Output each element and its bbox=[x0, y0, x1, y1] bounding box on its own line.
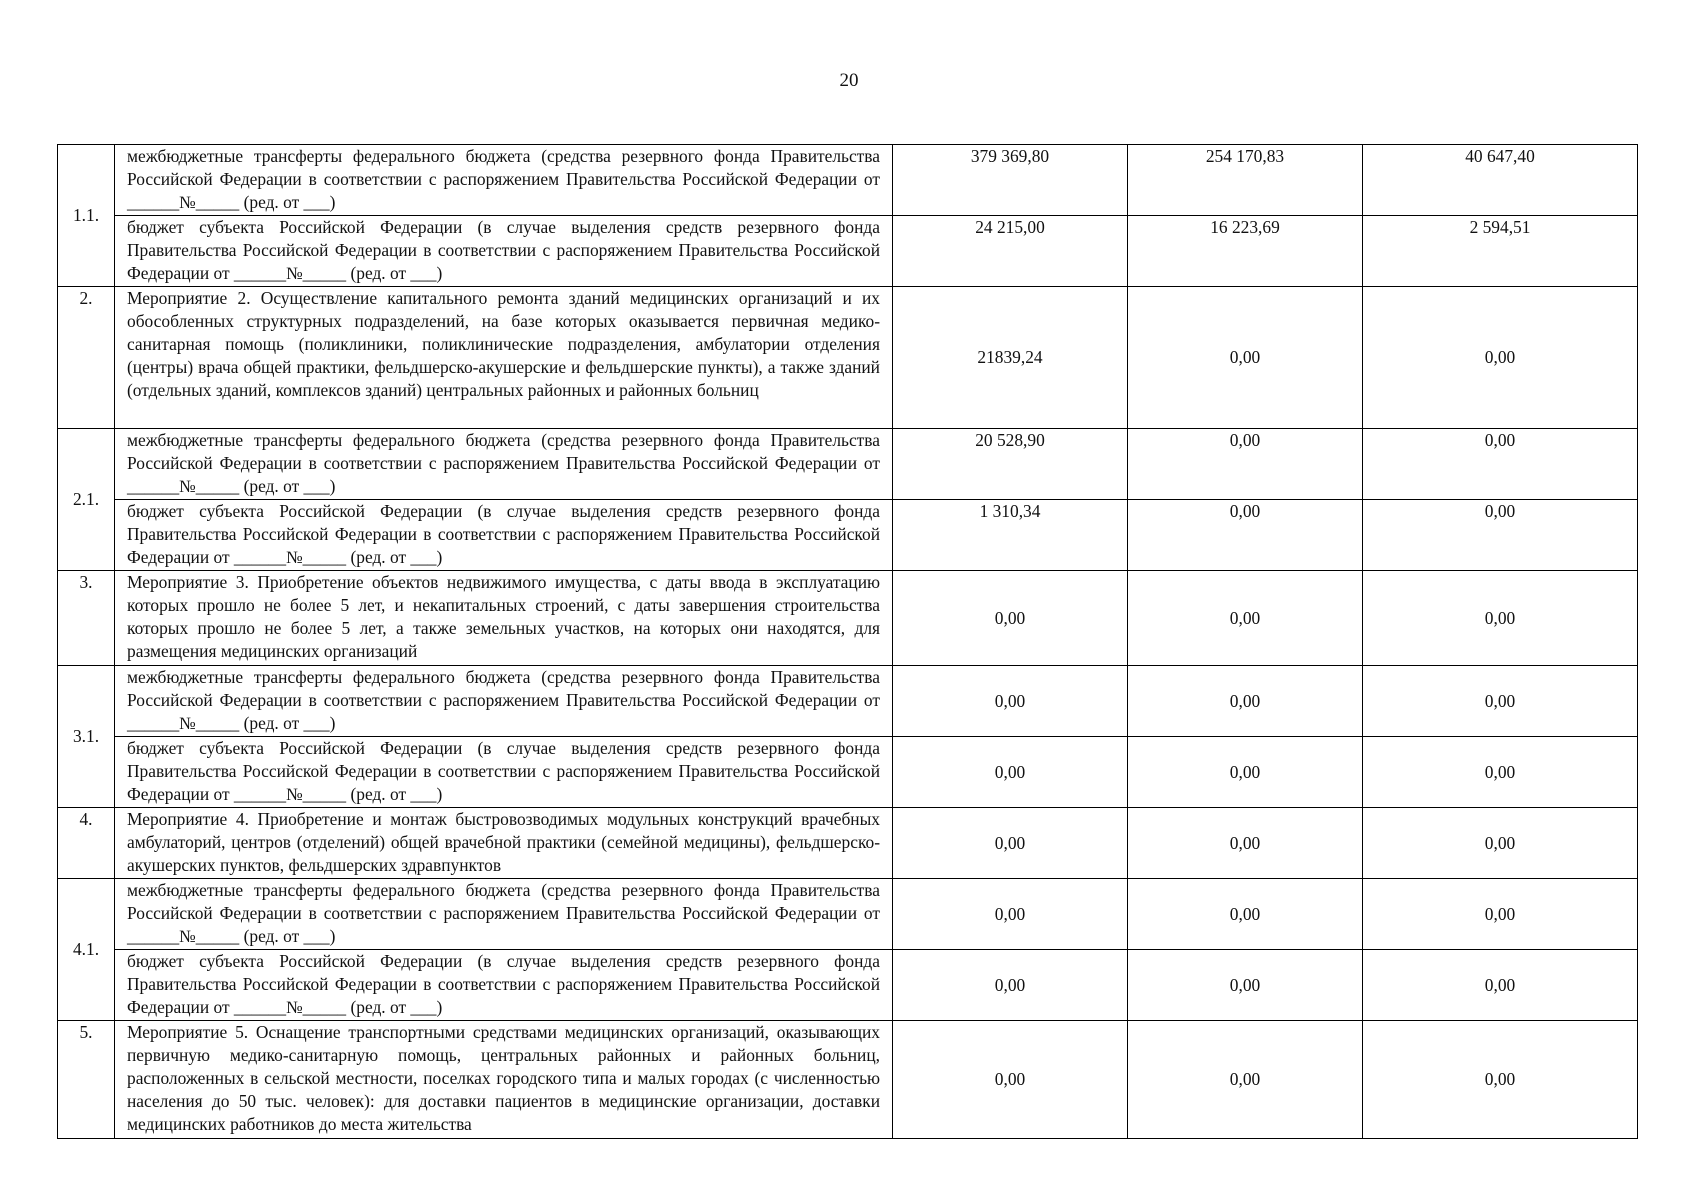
row-number: 3.1. bbox=[58, 666, 115, 808]
row-description: Мероприятие 2. Осуществление капитального ремонта зданий медицинских организаций и их обособленных структурных подразделений, на базе которых оказывается первичная медико-санитарная помощь (поликлиники, поликлинические подразделения, амбулатории отделения (центры) врача общей практики, фельдшерско-акушерские и фельдшерские пункты), а также зданий (отдельных зданий, комплексов зданий) центральных районных и районных больниц bbox=[115, 287, 893, 429]
row-number: 3. bbox=[58, 571, 115, 666]
table-row bbox=[58, 808, 1638, 879]
value-cell: 0,00 bbox=[1363, 950, 1638, 1021]
value-cell: 254 170,83 bbox=[1128, 145, 1363, 216]
value-cell: 0,00 bbox=[1363, 808, 1638, 879]
row-description: межбюджетные трансферты федерального бюджета (средства резервного фонда Правительства Российской Федерации в соответствии с распоряжением Правительства Российской Федерации от ______№_____ (ред. от ___) bbox=[115, 666, 893, 737]
table-row bbox=[58, 287, 1638, 429]
table-row bbox=[58, 429, 1638, 500]
row-description: межбюджетные трансферты федерального бюджета (средства резервного фонда Правительства Российской Федерации в соответствии с распоряжением Правительства Российской Федерации от ______№_____ (ред. от ___) bbox=[115, 879, 893, 950]
value-cell: 2 594,51 bbox=[1363, 216, 1638, 287]
value-cell: 0,00 bbox=[1128, 737, 1363, 808]
page-number: 20 bbox=[839, 70, 859, 91]
value-cell: 0,00 bbox=[1363, 879, 1638, 950]
funding-table bbox=[57, 144, 1638, 1139]
table-row bbox=[58, 666, 1638, 737]
row-number: 4. bbox=[58, 808, 115, 879]
row-description: Мероприятие 5. Оснащение транспортными средствами медицинских организаций, оказывающих первичную медико-санитарную помощь, центральных районных и районных больниц, расположенных в сельской местности, поселках городского типа и малых городах (с численностью населения до 50 тыс. человек): для доставки пациентов в медицинские организации, доставки медицинских работников до места жительства bbox=[115, 1021, 893, 1139]
value-cell: 0,00 bbox=[1128, 879, 1363, 950]
row-description: бюджет субъекта Российской Федерации (в случае выделения средств резервного фонда Правительства Российской Федерации в соответствии с распоряжением Правительства Российской Федерации от ______№_____ (ред. от ___) bbox=[115, 216, 893, 287]
row-description: Мероприятие 3. Приобретение объектов недвижимого имущества, с даты ввода в эксплуатацию которых прошло не более 5 лет, и некапитальных строений, с даты завершения строительства которых прошло не более 5 лет, а также земельных участков, на которых они находятся, для размещения медицинских организаций bbox=[115, 571, 893, 666]
value-cell: 0,00 bbox=[893, 808, 1128, 879]
row-description: бюджет субъекта Российской Федерации (в случае выделения средств резервного фонда Правительства Российской Федерации в соответствии с распоряжением Правительства Российской Федерации от ______№_____ (ред. от ___) bbox=[115, 737, 893, 808]
value-cell: 0,00 bbox=[1363, 500, 1638, 571]
value-cell: 40 647,40 bbox=[1363, 145, 1638, 216]
value-cell: 0,00 bbox=[1363, 666, 1638, 737]
row-number: 5. bbox=[58, 1021, 115, 1139]
table-row bbox=[58, 216, 1638, 287]
table-row bbox=[58, 737, 1638, 808]
value-cell: 24 215,00 bbox=[893, 216, 1128, 287]
row-description: бюджет субъекта Российской Федерации (в случае выделения средств резервного фонда Правительства Российской Федерации в соответствии с распоряжением Правительства Российской Федерации от ______№_____ (ред. от ___) bbox=[115, 950, 893, 1021]
value-cell: 20 528,90 bbox=[893, 429, 1128, 500]
value-cell: 0,00 bbox=[1128, 571, 1363, 666]
value-cell: 0,00 bbox=[893, 879, 1128, 950]
table-row bbox=[58, 950, 1638, 1021]
value-cell: 0,00 bbox=[1128, 287, 1363, 429]
table-row bbox=[58, 571, 1638, 666]
row-number: 1.1. bbox=[58, 145, 115, 287]
value-cell: 0,00 bbox=[1363, 287, 1638, 429]
value-cell: 0,00 bbox=[1128, 429, 1363, 500]
table-row bbox=[58, 145, 1638, 216]
value-cell: 21839,24 bbox=[893, 287, 1128, 429]
value-cell: 0,00 bbox=[893, 737, 1128, 808]
row-number: 2. bbox=[58, 287, 115, 429]
value-cell: 0,00 bbox=[1128, 666, 1363, 737]
value-cell: 0,00 bbox=[1363, 1021, 1638, 1139]
value-cell: 0,00 bbox=[893, 666, 1128, 737]
value-cell: 0,00 bbox=[1128, 1021, 1363, 1139]
row-description: межбюджетные трансферты федерального бюджета (средства резервного фонда Правительства Российской Федерации в соответствии с распоряжением Правительства Российской Федерации от ______№_____ (ред. от ___) bbox=[115, 145, 893, 216]
value-cell: 0,00 bbox=[1128, 950, 1363, 1021]
value-cell: 16 223,69 bbox=[1128, 216, 1363, 287]
value-cell: 1 310,34 bbox=[893, 500, 1128, 571]
row-description: межбюджетные трансферты федерального бюджета (средства резервного фонда Правительства Российской Федерации в соответствии с распоряжением Правительства Российской Федерации от ______№_____ (ред. от ___) bbox=[115, 429, 893, 500]
row-number: 4.1. bbox=[58, 879, 115, 1021]
value-cell: 0,00 bbox=[1363, 571, 1638, 666]
row-description: бюджет субъекта Российской Федерации (в случае выделения средств резервного фонда Правительства Российской Федерации в соответствии с распоряжением Правительства Российской Федерации от ______№_____ (ред. от ___) bbox=[115, 500, 893, 571]
value-cell: 0,00 bbox=[893, 1021, 1128, 1139]
value-cell: 0,00 bbox=[893, 571, 1128, 666]
row-description: Мероприятие 4. Приобретение и монтаж быстровозводимых модульных конструкций врачебных амбулаторий, центров (отделений) общей врачебной практики (семейной медицины), фельдшерско-акушерских пунктов, фельдшерских здравпунктов bbox=[115, 808, 893, 879]
value-cell: 0,00 bbox=[1363, 737, 1638, 808]
table-row bbox=[58, 1021, 1638, 1139]
value-cell: 0,00 bbox=[1128, 808, 1363, 879]
value-cell: 379 369,80 bbox=[893, 145, 1128, 216]
value-cell: 0,00 bbox=[1363, 429, 1638, 500]
value-cell: 0,00 bbox=[893, 950, 1128, 1021]
value-cell: 0,00 bbox=[1128, 500, 1363, 571]
table-row bbox=[58, 879, 1638, 950]
row-number: 2.1. bbox=[58, 429, 115, 571]
table-row bbox=[58, 500, 1638, 571]
